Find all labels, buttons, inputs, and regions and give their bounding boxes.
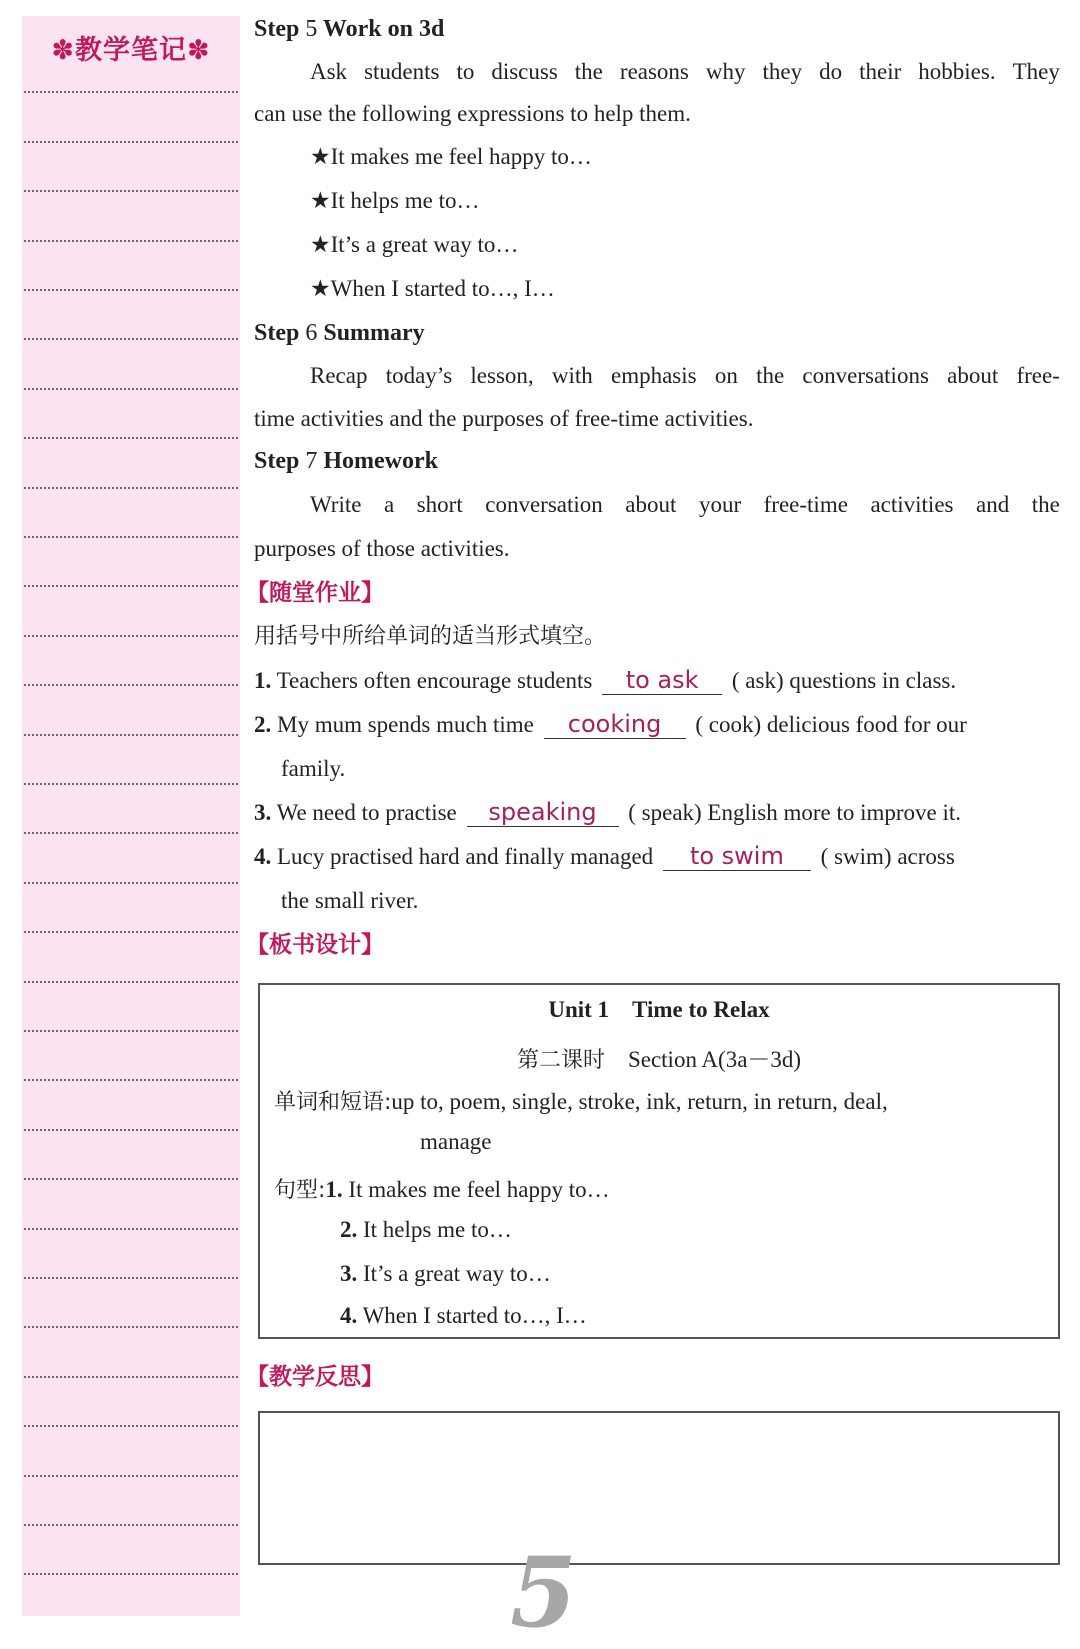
note-line[interactable] — [24, 1475, 238, 1477]
answer-blank[interactable]: to swim — [663, 842, 811, 871]
board-sentence-4: 4. When I started to…, I… — [340, 1303, 587, 1328]
note-line[interactable] — [24, 635, 238, 637]
step6-paragraph-line1: Recap today’s lesson, with emphasis on the conversations about free- — [310, 363, 1060, 388]
reflection-section-label: 【教学反思】 — [246, 1364, 384, 1390]
step6-paragraph-line2: time activities and the purposes of free-time activities. — [254, 406, 754, 431]
expression-item: ★When I started to…, I… — [310, 276, 555, 301]
board-sentence-1: 句型:1. It makes me feel happy to… — [274, 1177, 610, 1203]
note-line[interactable] — [24, 1228, 238, 1230]
board-lesson: 第二课时 Section A(3a－3d) — [516, 1047, 802, 1073]
note-line[interactable] — [24, 1573, 238, 1575]
note-line[interactable] — [24, 388, 238, 390]
step5-heading: Step 5 Work on 3d — [254, 16, 445, 42]
note-line[interactable] — [24, 91, 238, 93]
homework-instruction: 用括号中所给单词的适当形式填空。 — [254, 624, 607, 649]
notes-title: ✽教学笔记✽ — [51, 35, 211, 66]
note-line[interactable] — [24, 437, 238, 439]
note-line[interactable] — [24, 190, 238, 192]
note-line[interactable] — [24, 1425, 238, 1427]
reflection-box[interactable] — [258, 1411, 1060, 1565]
note-line[interactable] — [24, 783, 238, 785]
note-line[interactable] — [24, 981, 238, 983]
board-unit-title: Unit 1 Time to Relax — [548, 997, 770, 1022]
note-line[interactable] — [24, 1376, 238, 1378]
exercise-item-3: 3. We need to practise speaking ( speak) English more to improve it. — [254, 798, 962, 826]
board-vocab-continuation: manage — [420, 1129, 492, 1154]
note-line[interactable] — [24, 1129, 238, 1131]
board-sentence-2: 2. It helps me to… — [340, 1217, 512, 1242]
note-line[interactable] — [24, 1277, 238, 1279]
note-line[interactable] — [24, 882, 238, 884]
step6-heading: Step 6 Summary — [254, 320, 425, 346]
note-line[interactable] — [24, 338, 238, 340]
exercise-item-2: 2. My mum spends much time cooking ( cook) delicious food for our — [254, 710, 967, 738]
board-vocab: 单词和短语:up to, poem, single, stroke, ink, return, in return, deal, — [274, 1089, 888, 1115]
note-line[interactable] — [24, 240, 238, 242]
board-sentence-3: 3. It’s a great way to… — [340, 1261, 551, 1286]
note-line[interactable] — [24, 1079, 238, 1081]
homework-section-label: 【随堂作业】 — [246, 580, 384, 606]
answer-blank[interactable]: cooking — [544, 710, 686, 739]
note-line[interactable] — [24, 536, 238, 538]
board-design-box — [258, 983, 1060, 1339]
exercise-item-4-continuation: the small river. — [281, 888, 419, 913]
exercise-item-1: 1. Teachers often encourage students to ask ( ask) questions in class. — [254, 666, 957, 694]
step7-paragraph-line2: purposes of those activities. — [254, 536, 510, 561]
answer-blank[interactable]: to ask — [602, 666, 722, 695]
note-line[interactable] — [24, 1178, 238, 1180]
expression-item: ★It’s a great way to… — [310, 232, 519, 257]
notes-sidebar — [22, 16, 240, 1616]
note-line[interactable] — [24, 734, 238, 736]
step7-paragraph-line1: Write a short conversation about your free-time activities and the — [310, 492, 1060, 517]
board-section-label: 【板书设计】 — [246, 932, 384, 958]
step5-paragraph-line2: can use the following expressions to help them. — [254, 101, 691, 126]
expression-item: ★It helps me to… — [310, 188, 480, 213]
note-line[interactable] — [24, 585, 238, 587]
step7-heading: Step 7 Homework — [254, 448, 438, 474]
note-line[interactable] — [24, 487, 238, 489]
note-line[interactable] — [24, 931, 238, 933]
note-line[interactable] — [24, 684, 238, 686]
page-number: 5 — [510, 1536, 577, 1649]
note-line[interactable] — [24, 289, 238, 291]
note-line[interactable] — [24, 141, 238, 143]
exercise-item-2-continuation: family. — [281, 756, 346, 781]
step5-paragraph-line1: Ask students to discuss the reasons why they do their hobbies. They — [310, 59, 1060, 84]
answer-blank[interactable]: speaking — [467, 798, 619, 827]
expression-item: ★It makes me feel happy to… — [310, 144, 592, 169]
exercise-item-4: 4. Lucy practised hard and finally managed to swim ( swim) across — [254, 842, 955, 870]
note-line[interactable] — [24, 1030, 238, 1032]
note-line[interactable] — [24, 1326, 238, 1328]
note-line[interactable] — [24, 832, 238, 834]
note-line[interactable] — [24, 1524, 238, 1526]
